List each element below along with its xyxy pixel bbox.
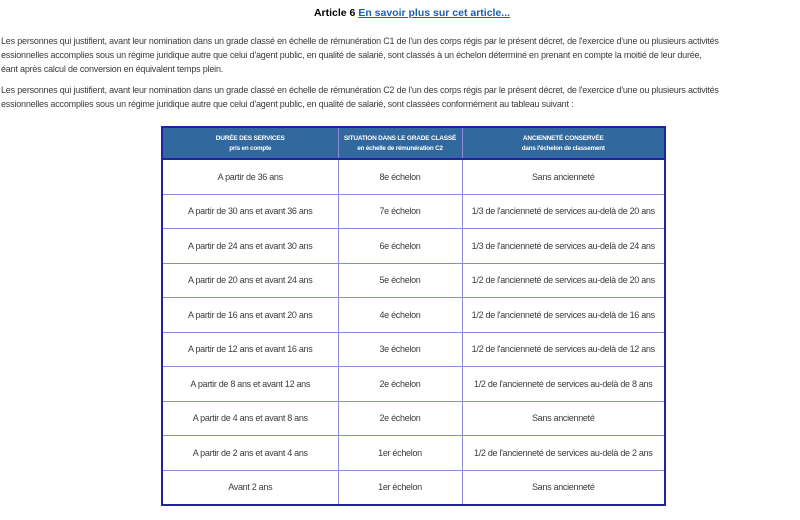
- table-cell: 4e échelon: [338, 298, 462, 333]
- table-row: [162, 229, 665, 264]
- table-cell: A partir de 4 ans et avant 8 ans: [162, 401, 338, 436]
- table-cell: 6e échelon: [338, 229, 462, 264]
- classification-table: [161, 126, 666, 506]
- column-header-situation-subtitle: en échelle de rémunération C2: [357, 144, 443, 152]
- column-header-situation-title: SITUATION DANS LE GRADE CLASSÉ: [343, 134, 457, 142]
- table-row: [162, 159, 665, 194]
- table-row: [162, 194, 665, 229]
- table-cell: 1er échelon: [338, 470, 462, 505]
- paragraph-line-3: éant après calcul de conversion en équivalent temps plein.: [1, 64, 224, 74]
- table-cell: 1/2 de l'ancienneté de services au-delà de 2 ans: [462, 436, 665, 471]
- column-header-situation: [338, 127, 462, 159]
- table-row: [162, 401, 665, 436]
- table-cell: A partir de 16 ans et avant 20 ans: [162, 298, 338, 333]
- table-row: [162, 298, 665, 333]
- table-cell: A partir de 30 ans et avant 36 ans: [162, 194, 338, 229]
- article-heading: [0, 6, 800, 20]
- article-number: Article 6: [313, 7, 356, 19]
- table-cell: A partir de 36 ans: [162, 159, 338, 194]
- column-header-anciennete-subtitle: dans l'échelon de classement: [521, 144, 605, 152]
- table-cell: 7e échelon: [338, 194, 462, 229]
- column-header-duree: [162, 127, 338, 159]
- table-cell: 1/3 de l'ancienneté de services au-delà de 20 ans: [462, 194, 665, 229]
- paragraph-line-4: Les personnes qui justifient, avant leur nomination dans un grade classé en échelle de rémunération C2 de l'un des corps régis par le présent décret, de l'exercice d'une ou plusieurs activités: [1, 85, 719, 95]
- table-row: [162, 436, 665, 471]
- table-cell: 2e échelon: [338, 367, 462, 402]
- table-cell: Sans ancienneté: [462, 159, 665, 194]
- learn-more-link[interactable]: En savoir plus sur cet article...: [358, 7, 511, 19]
- table-cell: 5e échelon: [338, 263, 462, 298]
- column-header-duree-subtitle: pris en compte: [229, 144, 272, 152]
- paragraph-line-5: essionnelles accomplies sous un régime juridique autre que celui d'agent public, en qualité de salarié, sont classées conformément au tableau suivant :: [1, 99, 574, 109]
- paragraph-line-1: Les personnes qui justifient, avant leur nomination dans un grade classé en échelle de rémunération C1 de l'un des corps régis par le présent décret, de l'exercice d'une ou plusieurs activités: [1, 36, 719, 46]
- table-cell: A partir de 2 ans et avant 4 ans: [162, 436, 338, 471]
- table-cell: A partir de 20 ans et avant 24 ans: [162, 263, 338, 298]
- table-cell: A partir de 24 ans et avant 30 ans: [162, 229, 338, 264]
- table-cell: 8e échelon: [338, 159, 462, 194]
- table-cell: 1/3 de l'ancienneté de services au-delà de 24 ans: [462, 229, 665, 264]
- column-header-anciennete: [462, 127, 665, 159]
- table-cell: 3e échelon: [338, 332, 462, 367]
- table-cell: A partir de 12 ans et avant 16 ans: [162, 332, 338, 367]
- table-header-row: [162, 127, 665, 159]
- column-header-duree-title: DURÉE DES SERVICES: [215, 134, 285, 142]
- table-row: [162, 470, 665, 505]
- table-cell: 2e échelon: [338, 401, 462, 436]
- table-cell: Sans ancienneté: [462, 401, 665, 436]
- table-row: [162, 263, 665, 298]
- table-cell: 1/2 de l'ancienneté de services au-delà de 8 ans: [462, 367, 665, 402]
- table-cell: 1/2 de l'ancienneté de services au-delà de 20 ans: [462, 263, 665, 298]
- table-cell: 1/2 de l'ancienneté de services au-delà de 12 ans: [462, 332, 665, 367]
- table-cell: 1er échelon: [338, 436, 462, 471]
- column-header-anciennete-title: ANCIENNETÉ CONSERVÉE: [522, 134, 604, 142]
- paragraph-line-2: essionnelles accomplies sous un régime juridique autre que celui d'agent public, en qualité de salarié, sont classés à un échelon déterminé en prenant en compte la moitié de leur durée,: [1, 50, 702, 60]
- table-row: [162, 332, 665, 367]
- table-cell: 1/2 de l'ancienneté de services au-delà de 16 ans: [462, 298, 665, 333]
- table-cell: Avant 2 ans: [162, 470, 338, 505]
- table-cell: Sans ancienneté: [462, 470, 665, 505]
- table-cell: A partir de 8 ans et avant 12 ans: [162, 367, 338, 402]
- table-row: [162, 367, 665, 402]
